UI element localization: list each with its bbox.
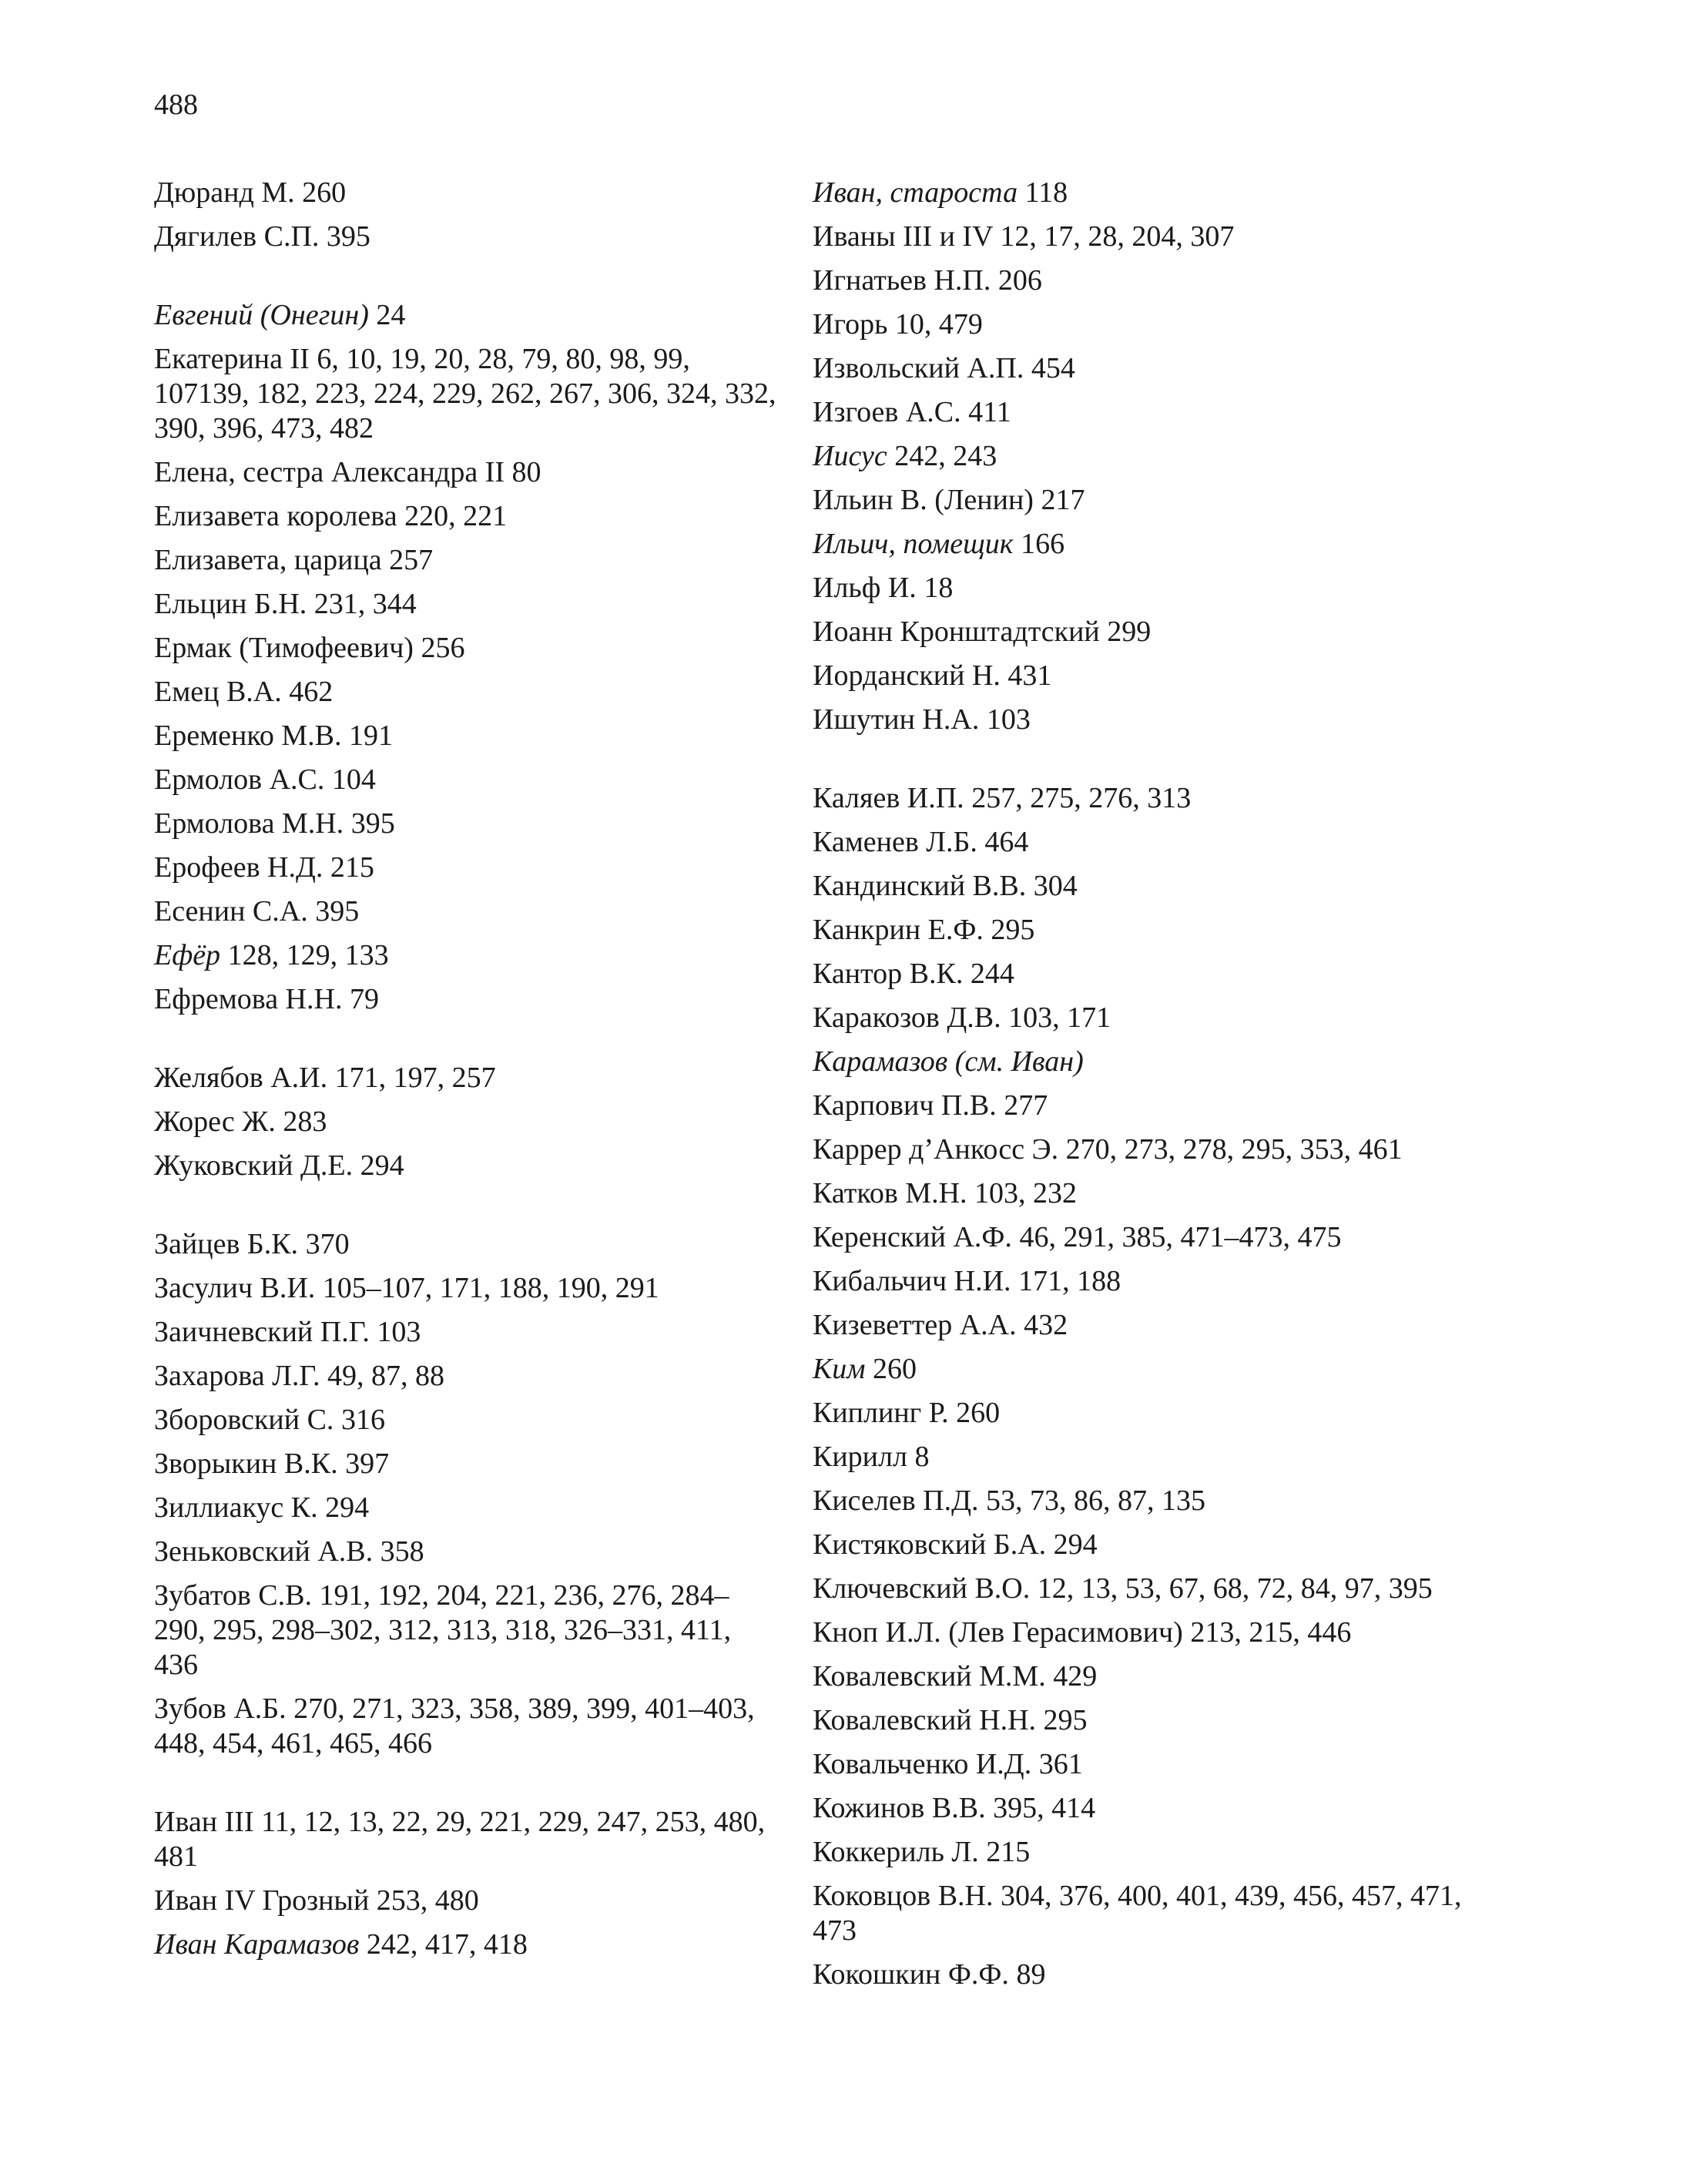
index-entry	[154, 1149, 778, 1183]
index-entry-pages: 213, 215, 446	[1190, 1616, 1352, 1649]
index-entry-name: Каракозов Д.В.	[813, 1001, 1001, 1034]
index-entry-pages: 295	[1043, 1704, 1088, 1736]
index-entry	[813, 1747, 1506, 1782]
index-entry-pages: 6, 10, 19, 20, 28, 79, 80, 98, 99, 107139, 182, 223, 224, 229, 262, 267, 306, 324, 332, 390, 396, 473, 482	[154, 343, 776, 445]
index-entry	[154, 298, 778, 333]
index-entry-pages: 462	[289, 676, 334, 708]
index-entry	[813, 351, 1506, 386]
index-entry-pages: 242, 417, 418	[366, 1928, 528, 1961]
index-entry-pages: 260	[873, 1353, 917, 1385]
index-entry	[813, 1835, 1506, 1870]
index-entry	[813, 439, 1506, 474]
index-entry-name: Канкрин Е.Ф.	[813, 914, 984, 946]
index-entry-pages: 304, 376, 400, 401, 439, 456, 457, 471, 473	[813, 1880, 1462, 1947]
index-entry-name: Ермолова М.Н.	[154, 807, 344, 840]
index-entry	[813, 263, 1506, 298]
index-entry-pages: 370	[305, 1228, 350, 1260]
index-entry-pages: 215	[986, 1836, 1031, 1868]
index-entry	[154, 1805, 778, 1874]
index-entry-name: Извольский А.П.	[813, 352, 1024, 384]
index-entry	[813, 220, 1506, 254]
index-entry-pages: 244	[970, 958, 1014, 990]
index-entry-name: Елена, сестра Александра II	[154, 456, 505, 488]
index-entry-name: Ковальченко И.Д.	[813, 1748, 1032, 1780]
index-entry-pages: 206	[997, 264, 1042, 297]
index-entry	[813, 1615, 1506, 1650]
index-entry-name: Зубатов С.В.	[154, 1579, 312, 1612]
index-entry-name: Иорданский Н.	[813, 659, 1001, 692]
index-entry-pages: 432	[1024, 1309, 1068, 1341]
index-entry-name: Елизавета королева	[154, 500, 397, 532]
index-entry	[813, 615, 1506, 649]
index-entry-pages: 395	[315, 895, 360, 928]
index-entry-name: Игорь	[813, 308, 888, 341]
index-entry-name: Ельцин Б.Н.	[154, 588, 307, 620]
index-entry-pages: 431	[1007, 659, 1052, 692]
index-entry-name: Кокошкин Ф.Ф.	[813, 1958, 1009, 1991]
index-entry-pages: 10, 479	[894, 308, 983, 341]
index-entry	[813, 1001, 1506, 1035]
index-entry-pages: 171, 197, 257	[334, 1062, 496, 1094]
index-entry-name: Жуковский Д.Е.	[154, 1149, 354, 1182]
index-entry-name: Ерофеев Н.Д.	[154, 851, 324, 884]
index-entry-name: Ковалевский М.М.	[813, 1660, 1046, 1693]
index-entry-pages: 217	[1041, 484, 1085, 516]
index-entry	[154, 587, 778, 622]
index-entry	[154, 1315, 778, 1350]
index-entry-name: Кантор В.К.	[813, 958, 964, 990]
index-entry-name: Зиллиакус К.	[154, 1491, 318, 1524]
index-entry-pages: 253, 480	[376, 1884, 479, 1917]
index-entry-pages: 294	[360, 1149, 404, 1182]
index-entry-pages: 260	[956, 1397, 1001, 1429]
index-entry	[154, 1227, 778, 1262]
index-entry	[813, 483, 1506, 518]
index-entry	[813, 1791, 1506, 1826]
index-entry	[813, 1045, 1506, 1079]
index-entry-pages: 89	[1016, 1958, 1046, 1991]
index-entry	[154, 499, 778, 534]
index-entry-pages: 294	[325, 1491, 370, 1524]
index-entry-name: Желябов А.И.	[154, 1062, 328, 1094]
index-entry-pages: 358	[380, 1535, 424, 1568]
index-entry-pages: 295	[991, 914, 1035, 946]
index-entry-pages: 220, 221	[404, 500, 508, 532]
index-entry	[813, 1703, 1506, 1738]
index-entry-pages: 283	[283, 1105, 327, 1138]
index-entry-pages: 260	[302, 176, 347, 209]
index-entry	[813, 1132, 1506, 1167]
index-entry	[154, 176, 778, 210]
index-entry	[813, 781, 1506, 816]
index-entry-name: Ермолов А.С.	[154, 763, 325, 796]
index-entry-name: Емец В.А.	[154, 676, 282, 708]
index-entry-pages: 103, 232	[974, 1177, 1078, 1209]
index-entry-name: Есенин С.А.	[154, 895, 308, 928]
index-entry	[813, 1352, 1506, 1387]
index-entry-pages: 105–107, 171, 188, 190, 291	[322, 1272, 659, 1304]
index-entry-name: Кандинский В.В.	[813, 870, 1027, 902]
index-entry	[154, 1692, 778, 1761]
index-entry-pages: 464	[984, 826, 1029, 858]
index-entry-name: Каррер д’Анкосс Э.	[813, 1133, 1059, 1166]
index-entry-name: Кноп И.Л. (Лев Герасимович)	[813, 1616, 1183, 1649]
index-entry-name: Зборовский С.	[154, 1404, 334, 1436]
index-entry	[813, 913, 1506, 948]
index-entry-pages: 104	[331, 763, 376, 796]
index-entry	[813, 1484, 1506, 1518]
index-entry	[813, 1308, 1506, 1343]
index-entry	[813, 659, 1506, 693]
index-entry-pages: 24	[376, 299, 406, 331]
index-entry-pages: 103	[377, 1316, 421, 1348]
index-entry-name: Жорес Ж.	[154, 1105, 276, 1138]
index-entry	[154, 894, 778, 929]
index-entry-pages: 257, 275, 276, 313	[971, 782, 1192, 814]
index-entry-pages: 270, 273, 278, 295, 353, 461	[1065, 1133, 1403, 1166]
index-entry	[813, 1396, 1506, 1431]
index-entry	[813, 1220, 1506, 1255]
index-entry-name: Ильин В. (Ленин)	[813, 484, 1034, 516]
index-entry-pages: 411	[968, 396, 1011, 428]
index-entry-name: Каляев И.П.	[813, 782, 964, 814]
index-entry-name: Киселев П.Д.	[813, 1485, 979, 1517]
index-entry	[813, 307, 1506, 342]
index-entry	[154, 675, 778, 710]
index-entry	[154, 719, 778, 753]
index-entry	[813, 825, 1506, 860]
index-entry-name: Ключевский В.О.	[813, 1572, 1031, 1605]
index-entry-name: Каменев Л.Б.	[813, 826, 977, 858]
index-entry-name: Иван III	[154, 1806, 254, 1838]
index-entry	[154, 763, 778, 797]
index-entry-name: Кистяковский Б.А.	[813, 1528, 1047, 1561]
index-entry	[813, 1089, 1506, 1123]
index-entry-pages: 49, 87, 88	[327, 1360, 445, 1392]
index-entry-pages: 191	[349, 720, 393, 752]
index-entry-pages: 191, 192, 204, 221, 236, 276, 284–290, 295, 298–302, 312, 313, 318, 326–331, 411, 436	[154, 1579, 732, 1681]
index-entry	[813, 527, 1506, 562]
index-entry-name: Захарова Л.Г.	[154, 1360, 320, 1392]
index-entry	[154, 1403, 778, 1438]
index-entry-name: Иваны III и IV	[813, 220, 993, 253]
index-entry-pages: 395	[326, 220, 370, 253]
index-entry	[154, 1491, 778, 1525]
index-entry-pages: 118	[1024, 176, 1068, 209]
index-entry-name: Иван IV Грозный	[154, 1884, 370, 1917]
index-entry	[154, 455, 778, 490]
index-entry-pages: 215	[330, 851, 374, 884]
index-entry	[154, 850, 778, 885]
index-entry-pages: 103	[986, 703, 1031, 736]
index-entry-pages: 46, 291, 385, 471–473, 475	[1019, 1221, 1342, 1253]
index-entry-pages: 361	[1038, 1748, 1083, 1780]
index-entry	[813, 1879, 1506, 1948]
index-entry-name: Евгений (Онегин)	[154, 299, 369, 331]
index-entry-pages: 128, 129, 133	[227, 939, 389, 971]
index-entry	[154, 1271, 778, 1306]
index-entry-name: Зеньковский А.В.	[154, 1535, 374, 1568]
index-entry-name: Кибальчич Н.И.	[813, 1265, 1011, 1297]
index-column-left	[154, 176, 778, 1971]
index-entry-pages: 257	[389, 544, 434, 576]
index-entry-name: Коккериль Л.	[813, 1836, 979, 1868]
index-entry	[813, 571, 1506, 606]
index-entry-pages: 12, 13, 53, 67, 68, 72, 84, 97, 395	[1037, 1572, 1433, 1605]
index-entry-pages: 256	[421, 632, 465, 664]
index-entry-name: Екатерина II	[154, 343, 310, 375]
index-entry-name: Засулич В.И.	[154, 1272, 316, 1304]
index-entry-name: Зайцев Б.К.	[154, 1228, 299, 1260]
index-entry-pages: 79	[349, 983, 379, 1015]
index-entry	[813, 1572, 1506, 1606]
index-entry-name: Карамазов (см. Иван)	[813, 1045, 1084, 1078]
index-entry-pages: 299	[1107, 616, 1152, 648]
index-entry-pages: 12, 17, 28, 204, 307	[1000, 220, 1235, 253]
index-entry	[813, 869, 1506, 904]
index-entry	[813, 1958, 1506, 1992]
index-entry-pages: 454	[1031, 352, 1075, 384]
index-entry	[813, 1264, 1506, 1299]
index-entry-name: Ермак (Тимофеевич)	[154, 632, 414, 664]
index-entry-pages: 18	[924, 572, 954, 604]
index-entry-pages: 242, 243	[894, 440, 997, 472]
index-entry	[154, 342, 778, 446]
index-entry-name: Ефёр	[154, 939, 221, 971]
index-entry-name: Елизавета, царица	[154, 544, 382, 576]
index-entry-name: Еременко М.В.	[154, 720, 342, 752]
index-entry-name: Изгоев А.С.	[813, 396, 961, 428]
index-entry-pages: 277	[1004, 1089, 1048, 1122]
index-entry-pages: 304	[1033, 870, 1078, 902]
index-entry-name: Коковцов В.Н.	[813, 1880, 994, 1912]
index-entry	[154, 982, 778, 1017]
index-entry	[154, 1061, 778, 1095]
index-entry-name: Кожинов В.В.	[813, 1792, 986, 1824]
index-entry	[154, 220, 778, 254]
index-entry-name: Кирилл	[813, 1441, 907, 1473]
index-entry-name: Керенский А.Ф.	[813, 1221, 1012, 1253]
index-entry-pages: 53, 73, 86, 87, 135	[986, 1485, 1206, 1517]
index-entry-name: Иисус	[813, 440, 887, 472]
index-entry	[813, 1440, 1506, 1474]
index-entry-pages: 103, 171	[1008, 1001, 1111, 1034]
index-entry-name: Ильич, помещик	[813, 528, 1014, 560]
index-entry-name: Ефремова Н.Н.	[154, 983, 343, 1015]
index-entry-name: Ким	[813, 1353, 866, 1385]
index-entry	[813, 1528, 1506, 1562]
index-entry-name: Дягилев С.П.	[154, 220, 320, 253]
index-entry-pages: 231, 344	[313, 588, 417, 620]
index-entry-name: Заичневский П.Г.	[154, 1316, 370, 1348]
index-entry-name: Ковалевский Н.Н.	[813, 1704, 1037, 1736]
index-entry-pages: 270, 271, 323, 358, 389, 399, 401–403, 448, 454, 461, 465, 466	[154, 1693, 755, 1760]
index-entry-pages: 397	[345, 1448, 390, 1480]
index-entry-name: Киплинг Р.	[813, 1397, 949, 1429]
index-entry	[813, 176, 1506, 210]
index-entry	[813, 1176, 1506, 1211]
index-entry-pages: 395	[350, 807, 395, 840]
index-entry	[154, 1884, 778, 1918]
index-entry-pages: 171, 188	[1018, 1265, 1121, 1297]
index-entry-name: Игнатьев Н.П.	[813, 264, 991, 297]
index-entry	[154, 938, 778, 973]
index-entry-pages: 429	[1053, 1660, 1098, 1693]
index-entry-name: Ильф И.	[813, 572, 917, 604]
index-entry-name: Иван, староста	[813, 176, 1018, 209]
index-entry-name: Зубов А.Б.	[154, 1693, 287, 1725]
index-entry-name: Иван Карамазов	[154, 1928, 360, 1961]
index-entry	[154, 1359, 778, 1394]
index-entry	[813, 1659, 1506, 1694]
index-entry-pages: 11, 12, 13, 22, 29, 221, 229, 247, 253, 480, 481	[154, 1806, 766, 1873]
page-number: 488	[154, 89, 198, 121]
index-entry	[813, 395, 1506, 430]
index-entry	[154, 1105, 778, 1139]
index-column-right	[813, 176, 1506, 2001]
index-entry	[154, 543, 778, 578]
index-entry-pages: 294	[1053, 1528, 1098, 1561]
index-entry	[154, 1578, 778, 1682]
index-entry-name: Карпович П.В.	[813, 1089, 997, 1122]
index-entry	[813, 957, 1506, 991]
index-entry-name: Зворыкин В.К.	[154, 1448, 338, 1480]
index-entry	[154, 1447, 778, 1481]
index-entry	[154, 807, 778, 841]
index-entry-pages: 395, 414	[993, 1792, 1096, 1824]
index-entry-name: Катков М.Н.	[813, 1177, 967, 1209]
index-entry-name: Дюранд М.	[154, 176, 295, 209]
index-entry	[813, 703, 1506, 737]
index-entry-name: Ишутин Н.А.	[813, 703, 980, 736]
index-entry	[154, 1535, 778, 1569]
index-entry-pages: 166	[1021, 528, 1065, 560]
index-entry	[154, 1927, 778, 1962]
index-entry-pages: 316	[340, 1404, 385, 1436]
index-entry-pages: 8	[914, 1441, 930, 1473]
index-entry	[154, 631, 778, 666]
index-entry-name: Кизеветтер А.А.	[813, 1309, 1017, 1341]
index-entry-pages: 80	[511, 456, 541, 488]
index-entry-name: Иоанн Кронштадтский	[813, 616, 1100, 648]
